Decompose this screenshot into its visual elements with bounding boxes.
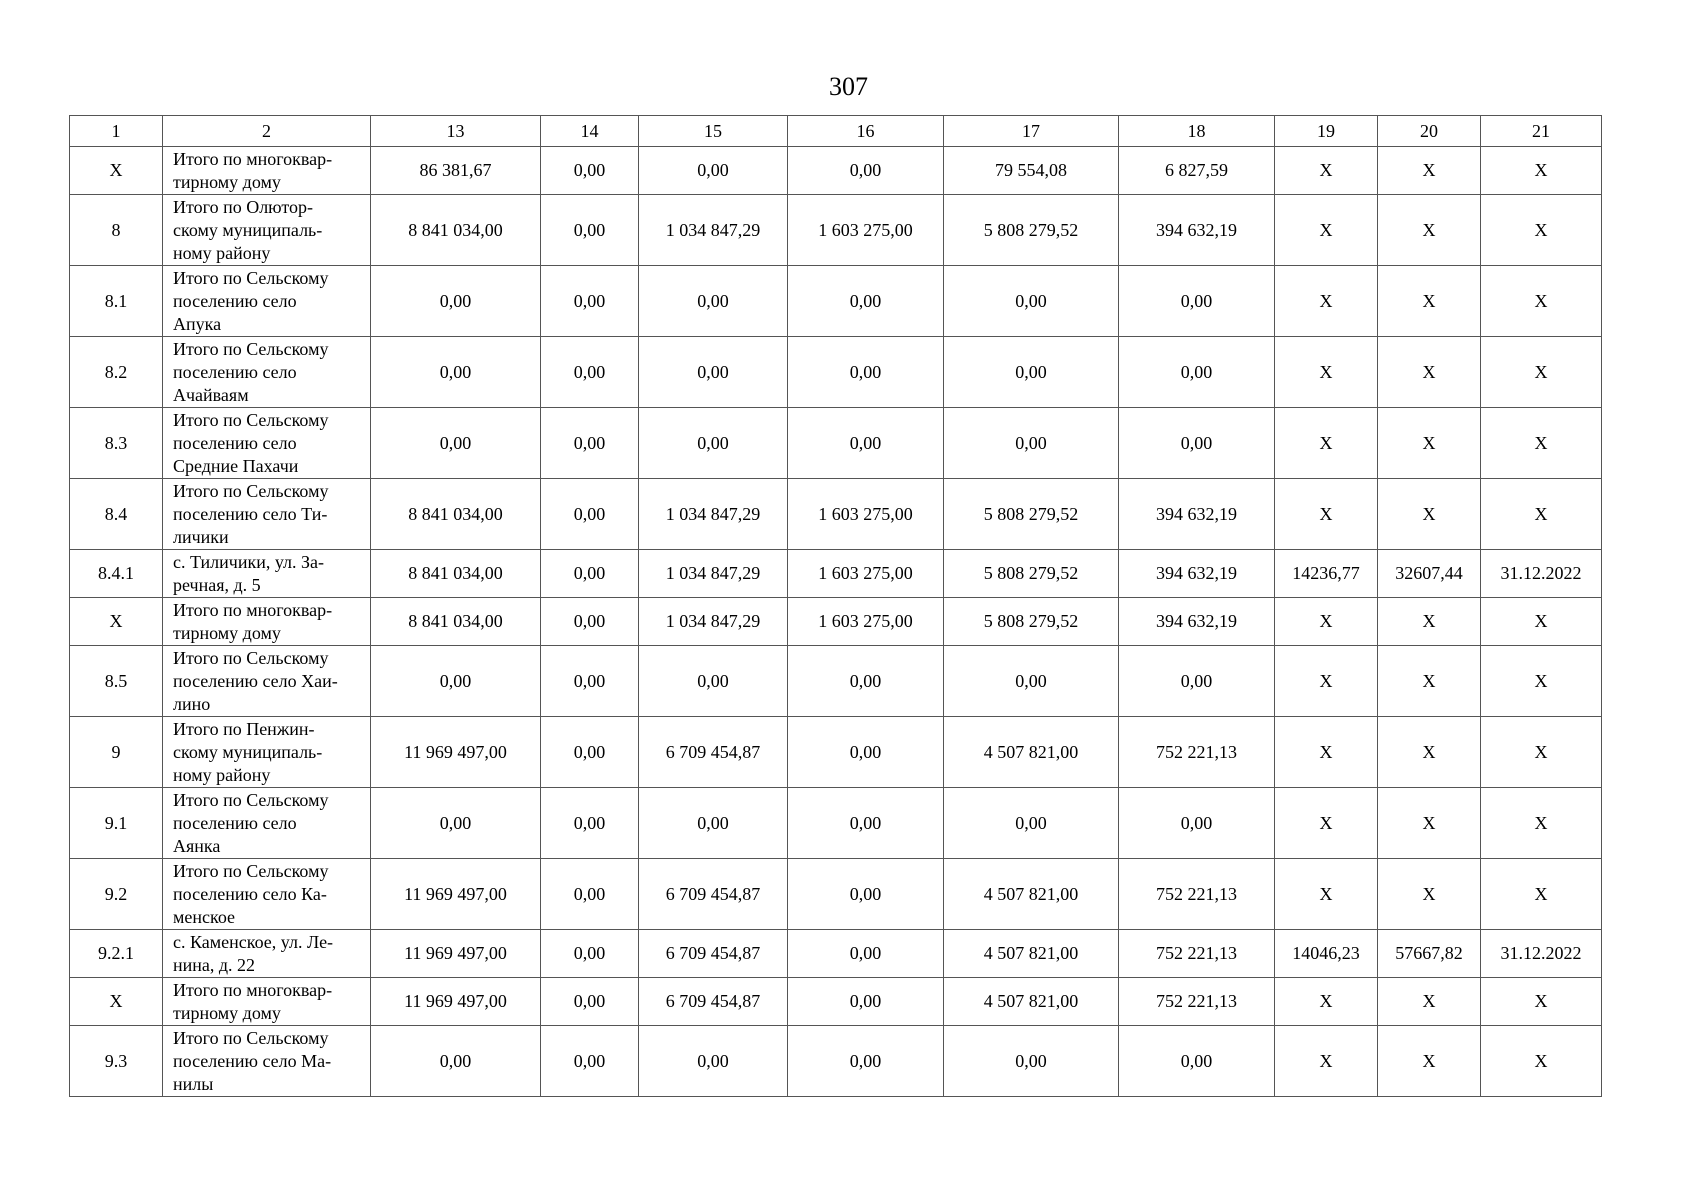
table-cell: 8 841 034,00 xyxy=(371,598,541,646)
table-cell: 5 808 279,52 xyxy=(944,479,1119,550)
table-cell: Х xyxy=(1481,788,1602,859)
header-row xyxy=(70,116,1602,147)
table-cell: 0,00 xyxy=(1119,266,1275,337)
table-cell: 0,00 xyxy=(788,1026,944,1097)
table-cell: Х xyxy=(1481,1026,1602,1097)
table-cell: Х xyxy=(1275,337,1378,408)
table-row xyxy=(70,859,1602,930)
table-cell: 4 507 821,00 xyxy=(944,930,1119,978)
table-cell: Х xyxy=(1481,266,1602,337)
table-cell: 752 221,13 xyxy=(1119,978,1275,1026)
table-cell: 8.4 xyxy=(70,479,163,550)
table-cell: 394 632,19 xyxy=(1119,479,1275,550)
table-cell-name: Итого по Сельскому поселению село Апука xyxy=(163,266,371,337)
table-cell: Х xyxy=(1378,408,1481,479)
table-cell: Х xyxy=(1378,598,1481,646)
column-header: 20 xyxy=(1378,116,1481,147)
table-cell: Х xyxy=(1275,266,1378,337)
table-cell: Х xyxy=(1481,147,1602,195)
table-cell: Х xyxy=(1378,479,1481,550)
table-cell: 0,00 xyxy=(1119,788,1275,859)
table-row xyxy=(70,788,1602,859)
table-cell: 0,00 xyxy=(541,266,639,337)
table-cell: 6 827,59 xyxy=(1119,147,1275,195)
table-row xyxy=(70,408,1602,479)
table-cell: 32607,44 xyxy=(1378,550,1481,598)
table-cell-name: Итого по Сельскому поселению село Ка- менское xyxy=(163,859,371,930)
table-cell: 9 xyxy=(70,717,163,788)
table-cell: Х xyxy=(1275,788,1378,859)
table-cell: Х xyxy=(1378,1026,1481,1097)
table-cell-name: Итого по Сельскому поселению село Ти- личики xyxy=(163,479,371,550)
table-cell: 31.12.2022 xyxy=(1481,550,1602,598)
table-cell: 8.3 xyxy=(70,408,163,479)
table-cell-name: Итого по Пенжин- скому муниципаль- ному району xyxy=(163,717,371,788)
table-cell: 0,00 xyxy=(788,788,944,859)
table-row xyxy=(70,147,1602,195)
table-cell-name: Итого по многоквар- тирному дому xyxy=(163,147,371,195)
table-cell: 0,00 xyxy=(639,788,788,859)
table-cell: 0,00 xyxy=(944,408,1119,479)
table-cell: 394 632,19 xyxy=(1119,550,1275,598)
table-cell: 8.1 xyxy=(70,266,163,337)
table-body xyxy=(70,116,1602,1097)
table-cell-name: Итого по многоквар- тирному дому xyxy=(163,598,371,646)
table-cell: Х xyxy=(70,598,163,646)
table-row xyxy=(70,479,1602,550)
table-cell: Х xyxy=(1275,408,1378,479)
table-cell: 6 709 454,87 xyxy=(639,930,788,978)
table-cell: 0,00 xyxy=(788,859,944,930)
table-cell: 0,00 xyxy=(541,859,639,930)
table-row xyxy=(70,550,1602,598)
table-cell: Х xyxy=(1275,147,1378,195)
table-cell: Х xyxy=(1378,646,1481,717)
table-cell: 1 034 847,29 xyxy=(639,195,788,266)
table-cell: 11 969 497,00 xyxy=(371,978,541,1026)
table-cell: 14236,77 xyxy=(1275,550,1378,598)
column-header: 18 xyxy=(1119,116,1275,147)
table-cell: 0,00 xyxy=(541,408,639,479)
table-cell: Х xyxy=(1378,195,1481,266)
table-cell: 0,00 xyxy=(788,978,944,1026)
table-cell: 0,00 xyxy=(1119,408,1275,479)
table-cell: 5 808 279,52 xyxy=(944,598,1119,646)
table-cell: 0,00 xyxy=(639,266,788,337)
column-header: 21 xyxy=(1481,116,1602,147)
table-cell: 1 034 847,29 xyxy=(639,479,788,550)
table-cell: 0,00 xyxy=(1119,646,1275,717)
column-header: 1 xyxy=(70,116,163,147)
table-cell: Х xyxy=(1481,598,1602,646)
table-cell: 1 603 275,00 xyxy=(788,479,944,550)
table-cell: 8.4.1 xyxy=(70,550,163,598)
table-cell: 0,00 xyxy=(1119,1026,1275,1097)
table-cell: 0,00 xyxy=(788,147,944,195)
table-cell-name: Итого по Сельскому поселению село Хаи- лино xyxy=(163,646,371,717)
table-cell: 14046,23 xyxy=(1275,930,1378,978)
table-cell: 4 507 821,00 xyxy=(944,859,1119,930)
table-cell: 6 709 454,87 xyxy=(639,978,788,1026)
table-cell: 8 841 034,00 xyxy=(371,195,541,266)
table-row xyxy=(70,978,1602,1026)
table-cell: 0,00 xyxy=(944,646,1119,717)
table-cell: 0,00 xyxy=(944,788,1119,859)
table-cell: Х xyxy=(1378,788,1481,859)
column-header: 15 xyxy=(639,116,788,147)
table-cell: 752 221,13 xyxy=(1119,930,1275,978)
page-number: 307 xyxy=(829,72,868,101)
table-cell: 5 808 279,52 xyxy=(944,550,1119,598)
table-cell: 0,00 xyxy=(1119,337,1275,408)
table-row xyxy=(70,1026,1602,1097)
table-cell: 11 969 497,00 xyxy=(371,859,541,930)
table-cell: 0,00 xyxy=(788,646,944,717)
table-cell: 0,00 xyxy=(541,1026,639,1097)
table-cell: 79 554,08 xyxy=(944,147,1119,195)
column-header: 19 xyxy=(1275,116,1378,147)
table-cell: 8 841 034,00 xyxy=(371,550,541,598)
table-cell: 0,00 xyxy=(788,930,944,978)
table-cell: Х xyxy=(1275,195,1378,266)
table-cell: Х xyxy=(1275,1026,1378,1097)
table-cell: Х xyxy=(1481,337,1602,408)
table-cell: 4 507 821,00 xyxy=(944,717,1119,788)
table-cell: Х xyxy=(1378,859,1481,930)
table-cell: 0,00 xyxy=(541,717,639,788)
table-cell: Х xyxy=(1275,646,1378,717)
table-cell: Х xyxy=(1378,337,1481,408)
column-header: 14 xyxy=(541,116,639,147)
table-row xyxy=(70,266,1602,337)
table-cell: Х xyxy=(1378,266,1481,337)
table-cell: 0,00 xyxy=(788,337,944,408)
table-cell: 0,00 xyxy=(371,788,541,859)
table-cell: 11 969 497,00 xyxy=(371,717,541,788)
table-cell: 0,00 xyxy=(541,550,639,598)
table-cell: 1 034 847,29 xyxy=(639,550,788,598)
table-cell: 1 034 847,29 xyxy=(639,598,788,646)
table-cell: 8.5 xyxy=(70,646,163,717)
table-cell: 0,00 xyxy=(639,337,788,408)
table-cell: Х xyxy=(1481,717,1602,788)
table-row xyxy=(70,337,1602,408)
column-header: 16 xyxy=(788,116,944,147)
table-cell: 0,00 xyxy=(639,646,788,717)
table-cell: Х xyxy=(1378,717,1481,788)
table-cell: 0,00 xyxy=(788,717,944,788)
table-cell: 86 381,67 xyxy=(371,147,541,195)
table-cell: 0,00 xyxy=(639,147,788,195)
table-cell: 9.3 xyxy=(70,1026,163,1097)
table-cell: Х xyxy=(1481,195,1602,266)
table-cell: 0,00 xyxy=(541,598,639,646)
table-cell-name: Итого по Сельскому поселению село Средние Пахачи xyxy=(163,408,371,479)
table-cell-name: Итого по Сельскому поселению село Ачайваям xyxy=(163,337,371,408)
table-cell-name: Итого по Сельскому поселению село Ма- нилы xyxy=(163,1026,371,1097)
table-cell: Х xyxy=(1481,646,1602,717)
table-cell: Х xyxy=(1275,859,1378,930)
table-cell: 0,00 xyxy=(639,1026,788,1097)
table-cell: 0,00 xyxy=(541,479,639,550)
table-cell-name: с. Тиличики, ул. За- речная, д. 5 xyxy=(163,550,371,598)
table-cell: 0,00 xyxy=(541,195,639,266)
table-cell: 11 969 497,00 xyxy=(371,930,541,978)
table-cell-name: Итого по Сельскому поселению село Аянка xyxy=(163,788,371,859)
table-cell: Х xyxy=(1481,859,1602,930)
table-cell-name: с. Каменское, ул. Ле- нина, д. 22 xyxy=(163,930,371,978)
table-cell: Х xyxy=(1378,978,1481,1026)
table-cell: Х xyxy=(1481,978,1602,1026)
table-row xyxy=(70,598,1602,646)
table-cell: Х xyxy=(1378,147,1481,195)
table-cell: 6 709 454,87 xyxy=(639,859,788,930)
table-cell: 9.2 xyxy=(70,859,163,930)
table-cell: Х xyxy=(1481,479,1602,550)
table-cell: 1 603 275,00 xyxy=(788,598,944,646)
table-cell: 0,00 xyxy=(944,1026,1119,1097)
table-row xyxy=(70,717,1602,788)
table-cell: 6 709 454,87 xyxy=(639,717,788,788)
table-cell: 0,00 xyxy=(371,266,541,337)
table-cell: 1 603 275,00 xyxy=(788,550,944,598)
table-cell: 9.1 xyxy=(70,788,163,859)
table-cell: 57667,82 xyxy=(1378,930,1481,978)
table-cell: 0,00 xyxy=(788,266,944,337)
table-cell-name: Итого по многоквар- тирному дому xyxy=(163,978,371,1026)
table-cell: 0,00 xyxy=(371,646,541,717)
table-cell: 0,00 xyxy=(541,978,639,1026)
column-header: 17 xyxy=(944,116,1119,147)
table-cell: Х xyxy=(1275,598,1378,646)
table-cell: 0,00 xyxy=(371,337,541,408)
table-cell: 394 632,19 xyxy=(1119,195,1275,266)
table-row xyxy=(70,646,1602,717)
table-cell-name: Итого по Олютор- скому муниципаль- ному району xyxy=(163,195,371,266)
table-cell: 4 507 821,00 xyxy=(944,978,1119,1026)
table-cell: Х xyxy=(70,147,163,195)
table-cell: 0,00 xyxy=(371,408,541,479)
table-row xyxy=(70,930,1602,978)
table-cell: Х xyxy=(1275,717,1378,788)
table-cell: 752 221,13 xyxy=(1119,717,1275,788)
table-cell: 31.12.2022 xyxy=(1481,930,1602,978)
table-cell: 8 xyxy=(70,195,163,266)
table-cell: 0,00 xyxy=(639,408,788,479)
table-cell: 394 632,19 xyxy=(1119,598,1275,646)
table-cell: 9.2.1 xyxy=(70,930,163,978)
table-cell: 0,00 xyxy=(944,337,1119,408)
table-cell: 0,00 xyxy=(541,788,639,859)
table-cell: 8 841 034,00 xyxy=(371,479,541,550)
table-cell: 5 808 279,52 xyxy=(944,195,1119,266)
table-cell: 0,00 xyxy=(788,408,944,479)
table-cell: 0,00 xyxy=(371,1026,541,1097)
table-cell: 0,00 xyxy=(541,930,639,978)
table-cell: 0,00 xyxy=(944,266,1119,337)
table-cell: 1 603 275,00 xyxy=(788,195,944,266)
table-cell: Х xyxy=(70,978,163,1026)
table-cell: 0,00 xyxy=(541,337,639,408)
table-cell: 0,00 xyxy=(541,147,639,195)
table-cell: Х xyxy=(1275,978,1378,1026)
table-cell: 752 221,13 xyxy=(1119,859,1275,930)
table-cell: 0,00 xyxy=(541,646,639,717)
column-header: 2 xyxy=(163,116,371,147)
data-table xyxy=(69,115,1602,1097)
column-header: 13 xyxy=(371,116,541,147)
table-cell: Х xyxy=(1275,479,1378,550)
table-cell: 8.2 xyxy=(70,337,163,408)
table-row xyxy=(70,195,1602,266)
table-cell: Х xyxy=(1481,408,1602,479)
